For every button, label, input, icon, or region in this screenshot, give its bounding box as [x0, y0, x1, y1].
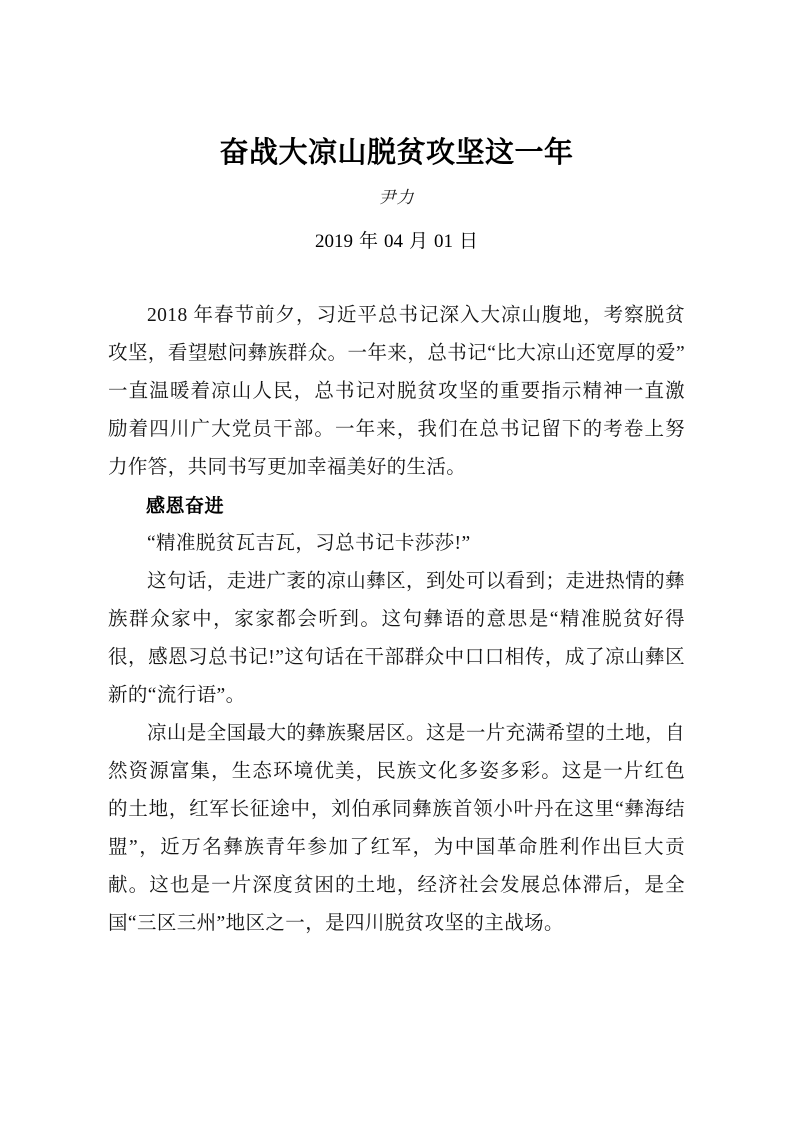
page-title: 奋战大凉山脱贫攻坚这一年	[219, 137, 574, 169]
body-paragraph: 凉山是全国最大的彝族聚居区。这是一片充满希望的土地，自然资源富集，生态环境优美，民族文化多姿多彩。这是一片红色的土地，红军长征途中，刘伯承同彝族首领小叶丹在这里“彝海结盟”，近万名彝族青年参加了红军，为中国革命胜利作出巨大贡献。这也是一片深度贫困的土地，经济社会发展总体滞后，是全国“三区三州”地区之一，是四川脱贫攻坚的主战场。	[108, 723, 685, 934]
date-month-label: 月	[408, 231, 428, 252]
document-content	[108, 0, 685, 943]
date-day: 01	[434, 231, 453, 252]
document-date	[108, 210, 685, 255]
date-day-label: 日	[459, 231, 479, 252]
date-year: 2019	[314, 231, 353, 252]
date-month: 04	[383, 231, 403, 252]
date-year-label: 年	[358, 231, 378, 252]
document-body	[108, 255, 685, 943]
body-paragraph: “精准脱贫瓦吉瓦，习总书记卡莎莎!”	[147, 533, 471, 554]
document-author: 尹力	[378, 188, 415, 207]
body-paragraph: 2018 年春节前夕，习近平总书记深入大凉山腹地，考察脱贫攻坚，看望慰问彝族群众。一年来，总书记“比大凉山还宽厚的爱”一直温暖着凉山人民，总书记对脱贫攻坚的重要指示精神一直激励着四川广大党员干部。一年来，我们在总书记留下的考卷上努力作答，共同书写更加幸福美好的生活。	[108, 305, 685, 478]
body-paragraph: 这句话，走进广袤的凉山彝区，到处可以看到；走进热情的彝族群众家中，家家都会听到。这句彝语的意思是“精准脱贫好得很，感恩习总书记!”这句话在干部群众中口口相传，成了凉山彝区新的“流行语”。	[108, 571, 685, 706]
section-heading: 感恩奋进	[146, 495, 225, 517]
